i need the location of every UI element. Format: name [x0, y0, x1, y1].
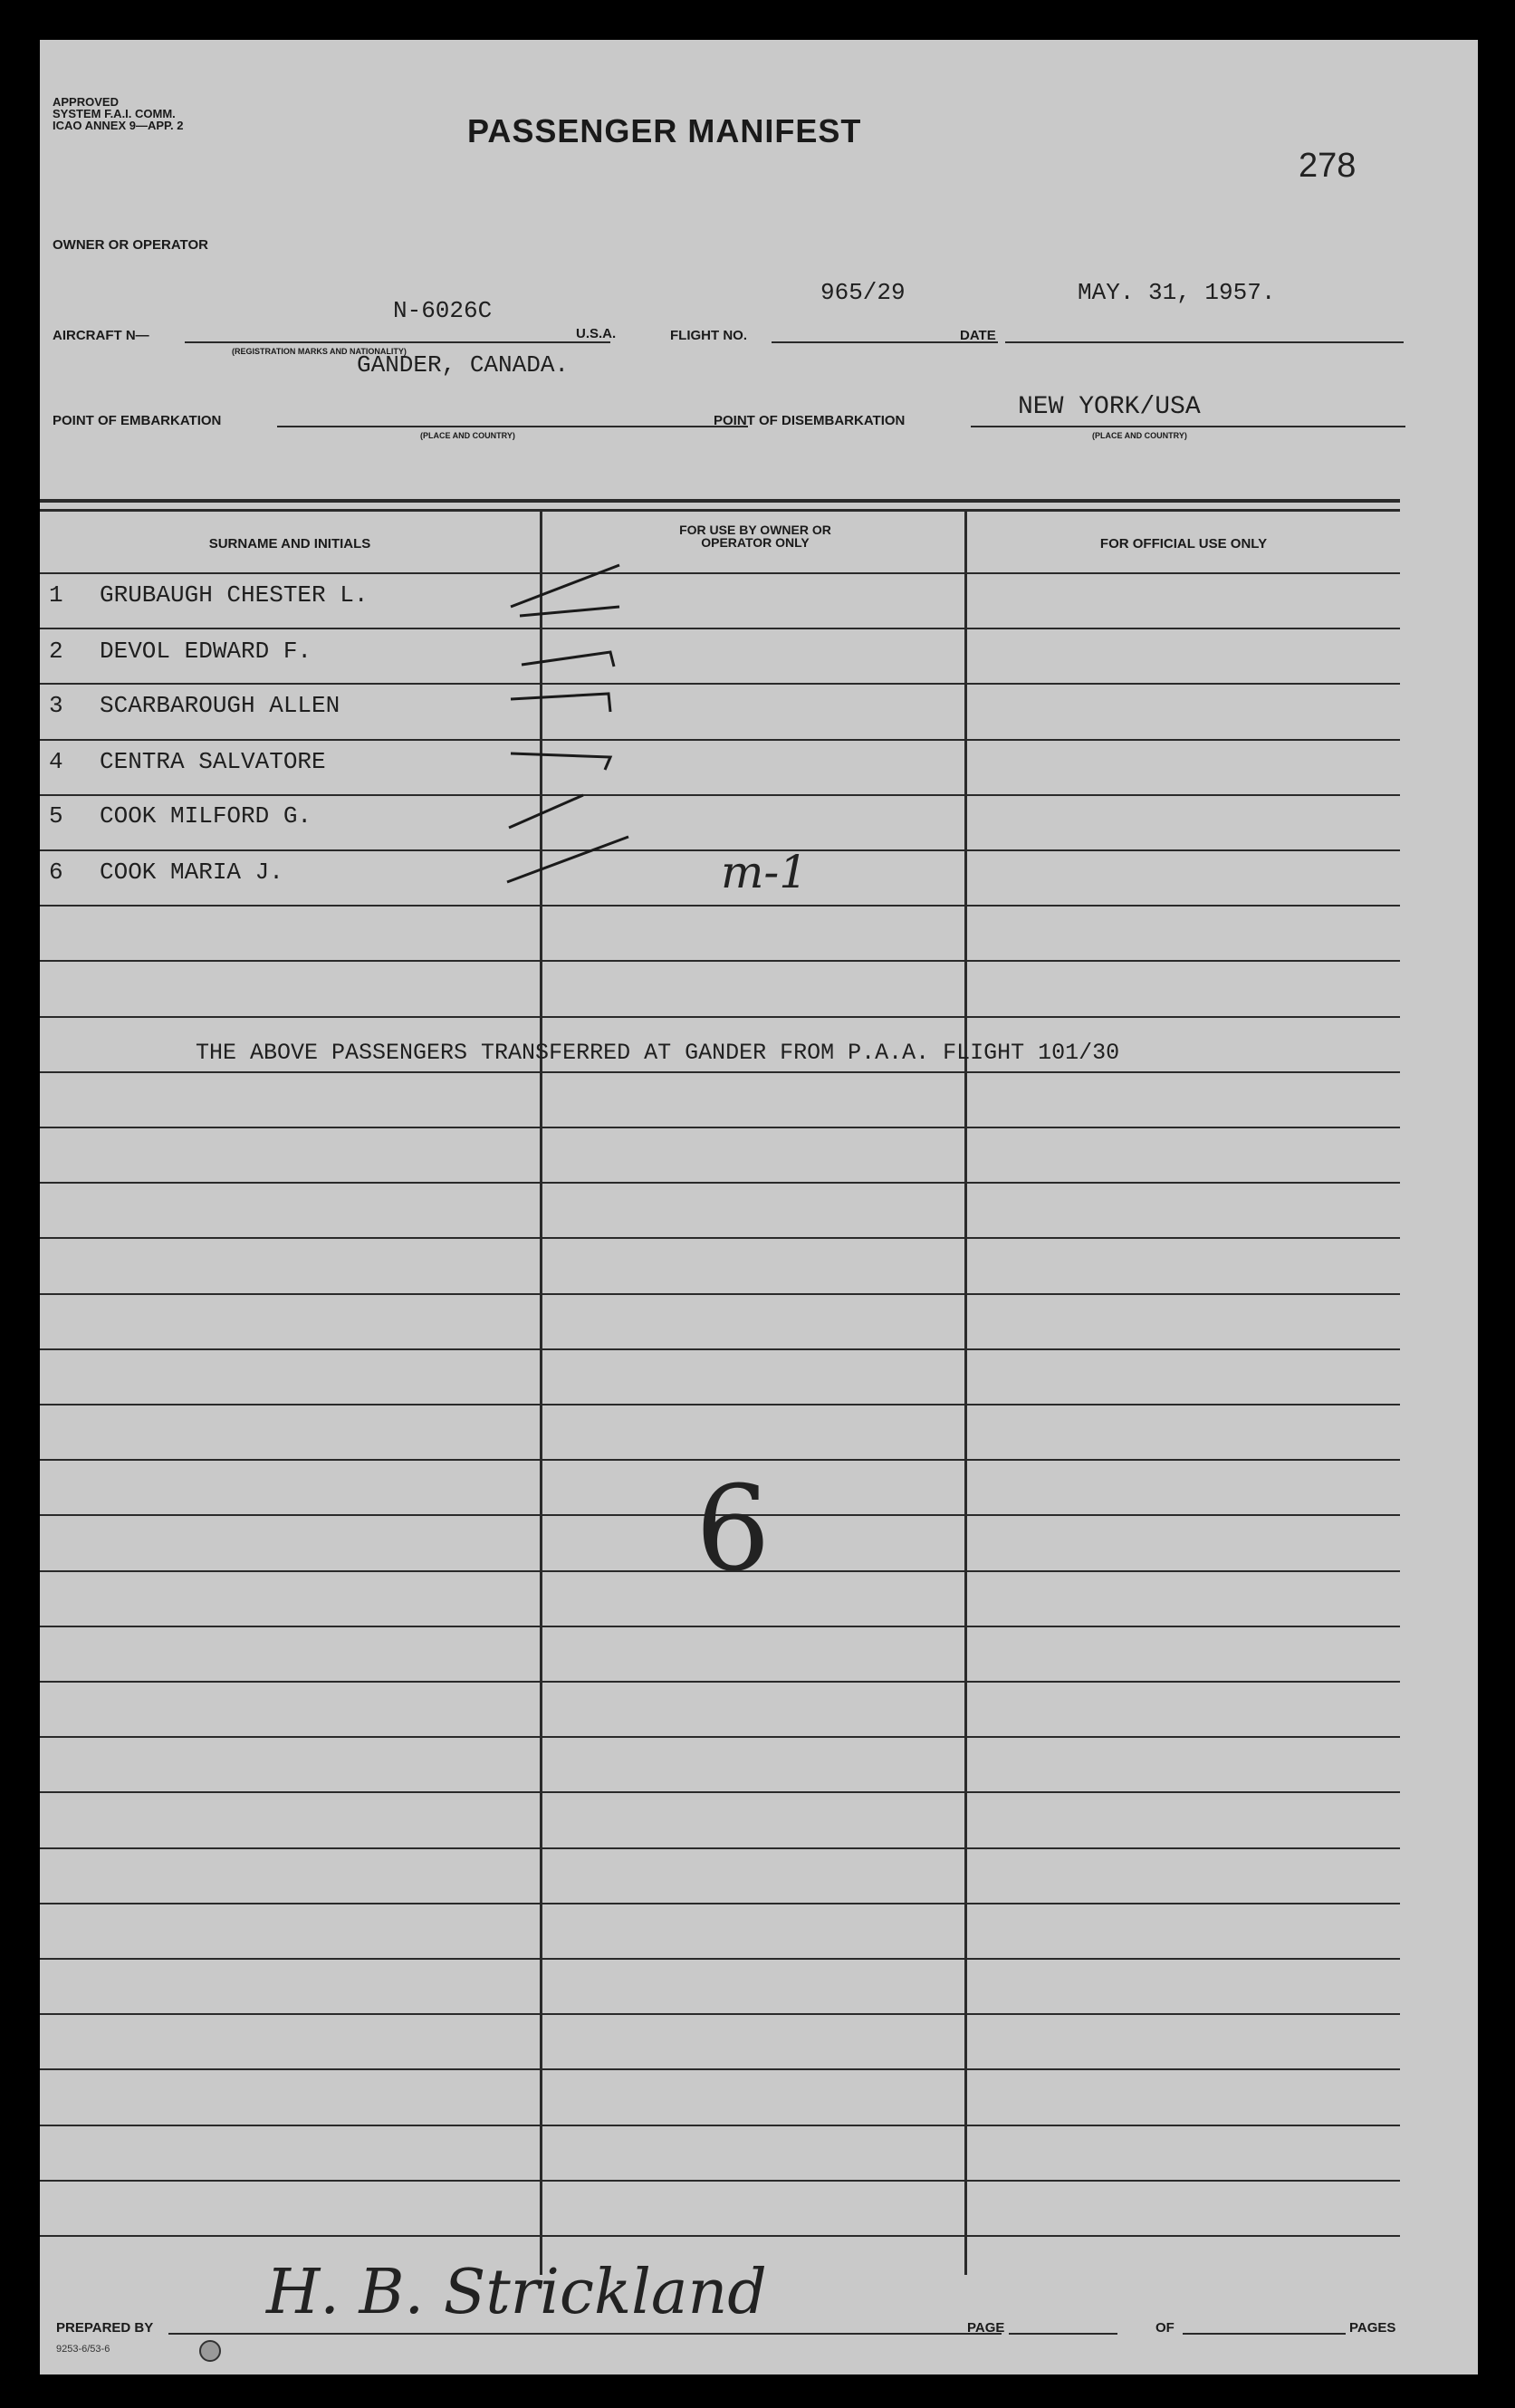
passenger-name: DEVOL EDWARD F. [100, 638, 312, 665]
date-label: DATE [960, 328, 996, 343]
pages-label: PAGES [1349, 2320, 1396, 2336]
owner-note: m-1 [721, 846, 809, 898]
owner-label: OWNER OR OPERATOR [53, 237, 208, 253]
transfer-note: THE ABOVE PASSENGERS TRANSFERRED AT GANDER FROM P.A.A. FLIGHT 101/30 [196, 1040, 1120, 1066]
flight-label: FLIGHT NO. [670, 328, 747, 343]
page-underline [1009, 2333, 1117, 2335]
passenger-name: COOK MILFORD G. [100, 802, 312, 830]
handwritten-total: 6 [695, 1460, 771, 1597]
form-code: 9253-6/53-6 [56, 2344, 110, 2355]
date-value: MAY. 31, 1957. [1078, 279, 1276, 306]
embarkation-caption: (PLACE AND COUNTRY) [420, 431, 515, 440]
approved-line: SYSTEM F.A.I. COMM. [53, 107, 176, 120]
passenger-name: GRUBAUGH CHESTER L. [100, 581, 369, 609]
row-number: 5 [49, 802, 63, 830]
aircraft-label: AIRCRAFT N— [53, 328, 149, 343]
signature: H. B. Strickland [266, 2257, 767, 2328]
row-number: 3 [49, 692, 63, 719]
manifest-sheet [40, 40, 1478, 2374]
approved-line: APPROVED [53, 95, 119, 109]
check-mark [511, 694, 610, 712]
check-marks [40, 40, 1478, 2374]
row-number: 1 [49, 581, 63, 609]
approved-line: ICAO ANNEX 9—APP. 2 [53, 119, 184, 132]
check-mark [511, 753, 610, 770]
check-mark [511, 565, 619, 607]
disembarkation-value: NEW YORK/USA [1018, 393, 1201, 421]
disembarkation-caption: (PLACE AND COUNTRY) [1092, 431, 1187, 440]
passenger-name: COOK MARIA J. [100, 859, 283, 886]
row-number: 4 [49, 748, 63, 775]
page-label: PAGE [967, 2320, 1005, 2336]
of-label: OF [1155, 2320, 1175, 2336]
check-mark [507, 837, 628, 882]
row-number: 6 [49, 859, 63, 886]
usa-label: U.S.A. [576, 326, 617, 341]
registration-caption: (REGISTRATION MARKS AND NATIONALITY) [232, 347, 407, 356]
prepared-label: PREPARED BY [56, 2320, 154, 2336]
union-label-icon [199, 2340, 221, 2362]
page-title: PASSENGER MANIFEST [467, 112, 862, 149]
passenger-name: SCARBAROUGH ALLEN [100, 692, 340, 719]
row-number: 2 [49, 638, 63, 665]
col-header-official: FOR OFFICIAL USE ONLY [1099, 536, 1268, 552]
passenger-name: CENTRA SALVATORE [100, 748, 326, 775]
page-number: 278 [1299, 147, 1357, 185]
check-mark [509, 795, 583, 828]
of-underline [1183, 2333, 1346, 2335]
prepared-underline [168, 2333, 1002, 2335]
col-header-owner: FOR USE BY OWNER OR OPERATOR ONLY [679, 523, 831, 550]
disembarkation-label: POINT OF DISEMBARKATION [714, 413, 906, 428]
check-mark [520, 607, 619, 616]
aircraft-value: N-6026C [393, 297, 493, 324]
flight-value: 965/29 [820, 279, 906, 306]
embarkation-value: GANDER, CANADA. [357, 351, 570, 379]
col-header-surname: SURNAME AND INITIALS [208, 536, 371, 552]
embarkation-label: POINT OF EMBARKATION [53, 413, 222, 428]
check-mark [522, 652, 614, 667]
